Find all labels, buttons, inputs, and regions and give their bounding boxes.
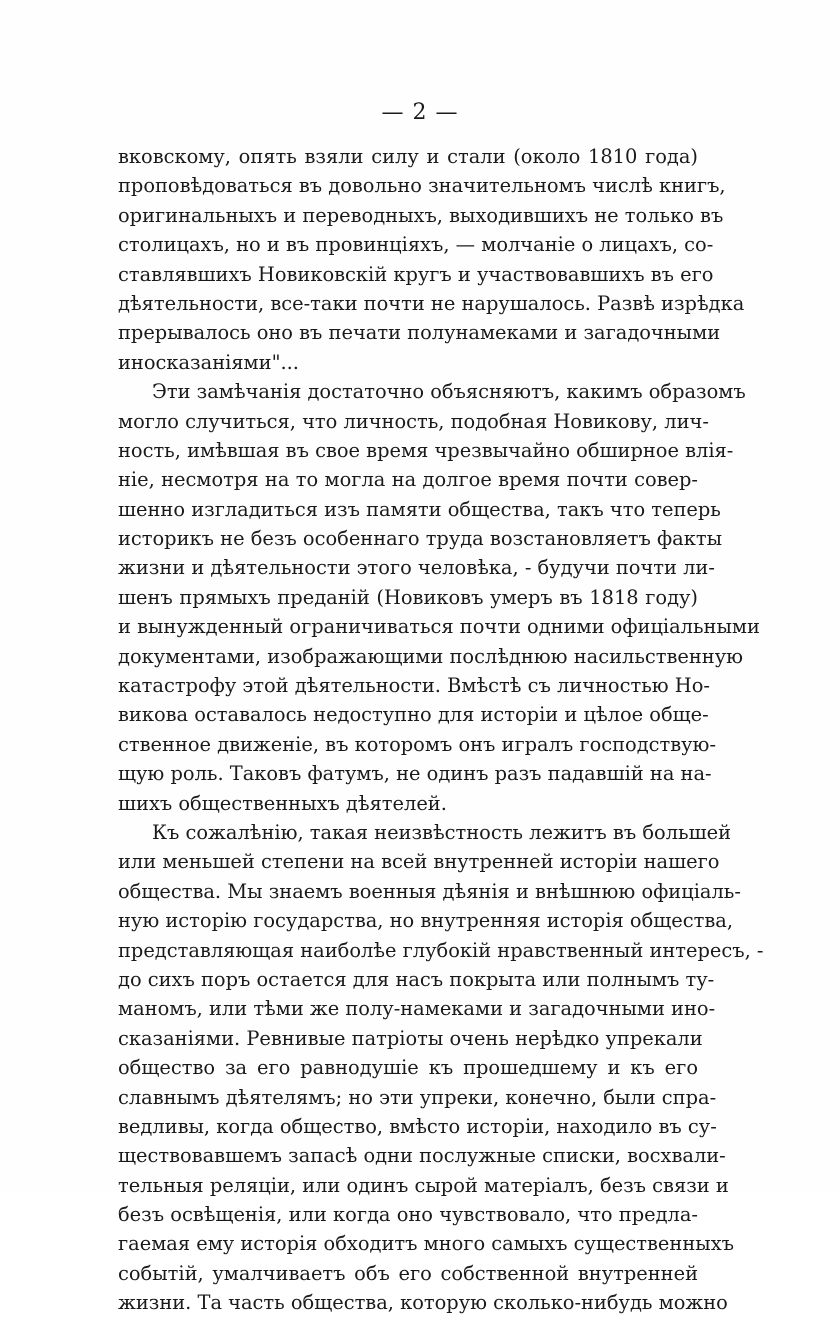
text-line: жизни. Та часть общества, которую сколько-нибудь можно bbox=[118, 1291, 728, 1315]
text-line: викова оставалось недоступно для исторіи и цѣлое обще- bbox=[118, 703, 709, 727]
text-line: гаемая ему исторія обходитъ много самыхъ существенныхъ bbox=[118, 1232, 734, 1256]
text-line: ность, имѣвшая въ свое время чрезвычайно обширное влія- bbox=[118, 438, 734, 462]
page-number: — 2 — bbox=[381, 100, 459, 125]
text-line: иносказаніями"... bbox=[118, 350, 299, 374]
text-line: жизни и дѣятельности этого человѣка, - будучи почти ли- bbox=[118, 556, 715, 580]
text-line: ставлявшихъ Новиковскій кругъ и участвовавшихъ въ его bbox=[118, 262, 714, 286]
text-line: общество за его равнодушіе къ прошедшему и къ его bbox=[118, 1056, 698, 1080]
text-line: столицахъ, но и въ провинціяхъ, — молчаніе о лицахъ, со- bbox=[118, 233, 714, 257]
text-line: маномъ, или тѣми же полу-намеками и загадочными ино- bbox=[118, 997, 716, 1021]
text-line: до сихъ поръ остается для насъ покрыта или полнымъ ту- bbox=[118, 967, 715, 991]
text-line: катастрофу этой дѣятельности. Вмѣстѣ съ личностью Но- bbox=[118, 674, 710, 698]
text-line: событій, умалчиваетъ объ его собственной внутренней bbox=[118, 1261, 698, 1285]
text-line: ществовавшемъ запасѣ одни послужные списки, восхвали- bbox=[118, 1144, 726, 1168]
body-text bbox=[118, 142, 764, 1318]
text-line: ведливы, когда общество, вмѣсто исторіи, находило въ су- bbox=[118, 1114, 717, 1138]
text-line: проповѣдоваться въ довольно значительномъ числѣ книгъ, bbox=[118, 174, 726, 198]
paragraph-start-line: Эти замѣчанія достаточно объясняютъ, какимъ образомъ bbox=[152, 380, 746, 404]
text-line: шенъ прямыхъ преданій (Новиковъ умеръ въ 1818 году) bbox=[118, 585, 698, 609]
text-line: или меньшей степени на всей внутренней исторіи нашего bbox=[118, 850, 720, 874]
text-line: историкъ не безъ особеннаго труда возстановляетъ факты bbox=[118, 527, 723, 551]
text-line: славнымъ дѣятелямъ; но эти упреки, конечно, были спра- bbox=[118, 1085, 717, 1109]
text-line: ную исторію государства, но внутренняя исторія общества, bbox=[118, 909, 734, 933]
text-line: шенно изгладиться изъ памяти общества, такъ что теперь bbox=[118, 497, 721, 521]
text-line: дѣятельности, все-таки почти не нарушалось. Развѣ изрѣдка bbox=[118, 291, 745, 315]
text-line: вковскому, опять взяли силу и стали (около 1810 года) bbox=[118, 145, 698, 168]
text-line: общества. Мы знаемъ военныя дѣянія и внѣшнюю офиціаль- bbox=[118, 879, 741, 903]
text-line: представляющая наиболѣе глубокій нравственный интересъ, - bbox=[118, 938, 764, 962]
paragraph-start-line: Къ сожалѣнію, такая неизвѣстность лежитъ въ большей bbox=[152, 820, 732, 844]
text-line: могло случиться, что личность, подобная Новикову, лич- bbox=[118, 409, 709, 433]
text-line: документами, изображающими послѣднюю насильственную bbox=[118, 644, 743, 668]
text-line: сказаніями. Ревнивые патріоты очень нерѣдко упрекали bbox=[118, 1026, 703, 1050]
text-line: оригинальныхъ и переводныхъ, выходившихъ не только въ bbox=[118, 203, 724, 227]
text-line: и вынужденный ограничиваться почти одними офиціальными bbox=[118, 615, 760, 639]
text-line: ніе, несмотря на то могла на долгое время почти совер- bbox=[118, 468, 698, 492]
text-line: прерывалось оно въ печати полунамеками и загадочными bbox=[118, 321, 721, 345]
text-line: ственное движеніе, въ которомъ онъ игралъ господствую- bbox=[118, 732, 716, 756]
text-line: шихъ общественныхъ дѣятелей. bbox=[118, 791, 447, 815]
text-line: щую роль. Таковъ фатумъ, не одинъ разъ падавшій на на- bbox=[118, 762, 712, 786]
text-line: тельныя реляціи, или одинъ сырой матеріалъ, безъ связи и bbox=[118, 1173, 729, 1197]
text-line: безъ освѣщенія, или когда оно чувствовало, что предла- bbox=[118, 1203, 698, 1227]
